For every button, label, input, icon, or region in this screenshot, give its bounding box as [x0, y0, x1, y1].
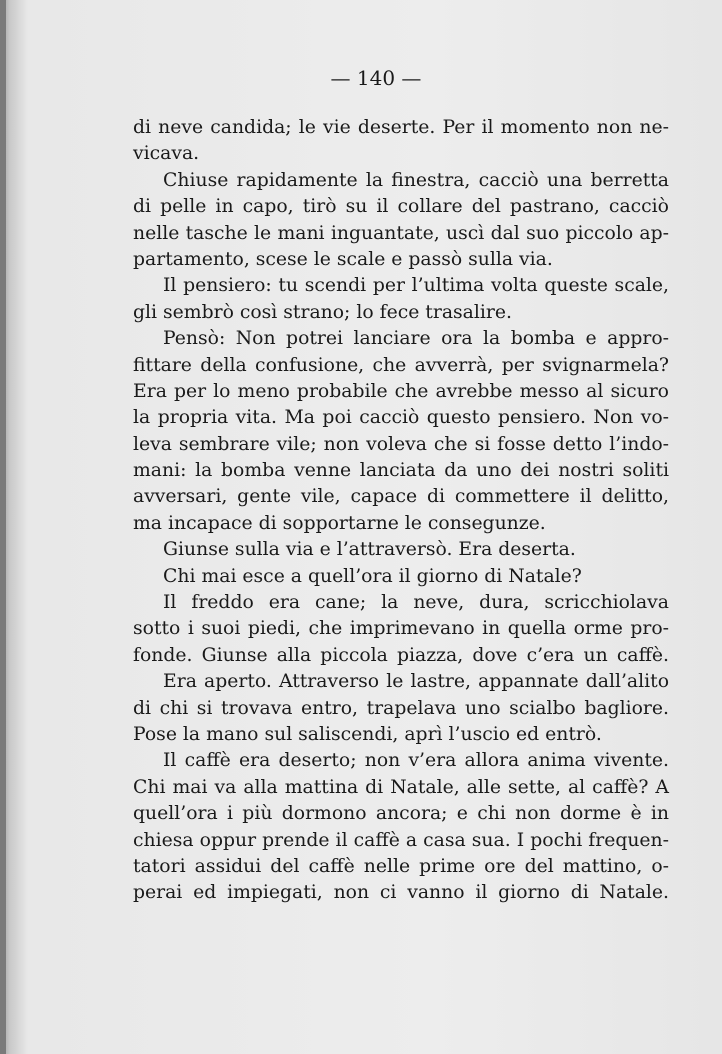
text-line: fonde. Giunse alla piccola piazza, dove c’era un caffè.: [133, 644, 669, 666]
text-line: Giunse sulla via e l’attraversò. Era deserta.: [163, 539, 576, 561]
page-binding-edge: [0, 0, 6, 1054]
text-line: di neve candida; le vie deserte. Per il momento non ne-: [133, 117, 669, 138]
text-line: partamento, scese le scale e passò sulla via.: [133, 248, 553, 270]
text-line: Pensò: Non potrei lanciare ora la bomba e appro-: [163, 328, 669, 350]
text-line: tatori assidui del caffè nelle prime ore del mattino, o-: [133, 855, 669, 877]
text-line: Il pensiero: tu scendi per l’ultima volta queste scale,: [163, 275, 669, 297]
text-line: fittare della confusione, che avverrà, per svignarmela?: [133, 354, 669, 376]
text-line: chiesa oppur prende il caffè a casa sua. I pochi frequen-: [133, 829, 669, 851]
text-line: vicava.: [133, 143, 200, 165]
text-line: Il freddo era cane; la neve, dura, scricchiolava: [163, 592, 669, 614]
text-line: nelle tasche le mani inguantate, uscì dal suo piccolo ap-: [133, 222, 669, 244]
text-line: Il caffè era deserto; non v’era allora anima vivente.: [163, 750, 669, 772]
text-line: perai ed impiegati, non ci vanno il giorno di Natale.: [133, 882, 669, 904]
text-line: di pelle in capo, tirò su il collare del pastrano, cacciò: [133, 196, 669, 218]
text-line: gli sembrò così strano; lo fece trasalire.: [133, 301, 512, 323]
text-line: Era aperto. Attraverso le lastre, appannate dall’alito: [163, 671, 669, 693]
text-line: Chi mai va alla mattina di Natale, alle sette, al caffè? A: [133, 776, 669, 798]
body-text: [133, 115, 669, 907]
text-line: di chi si trovava entro, trapelava uno scialbo bagliore.: [133, 697, 669, 719]
page-number: — 140 —: [330, 66, 422, 90]
text-line: sotto i suoi piedi, che imprimevano in quella orme pro-: [133, 618, 669, 640]
text-line: la propria vita. Ma poi cacciò questo pensiero. Non vo-: [133, 407, 669, 429]
text-line: Era per lo meno probabile che avrebbe messo al sicuro: [133, 380, 669, 402]
text-line: Chiuse rapidamente la finestra, cacciò una berretta: [163, 169, 669, 191]
text-line: Pose la mano sul saliscendi, aprì l’uscio ed entrò.: [133, 723, 602, 745]
text-line: Chi mai esce a quell’ora il giorno di Natale?: [163, 565, 582, 587]
text-line: leva sembrare vile; non voleva che si fosse detto l’indo-: [133, 433, 669, 455]
text-line: quell’ora i più dormono ancora; e chi non dorme è in: [133, 803, 669, 825]
text-line: mani: la bomba venne lanciata da uno dei nostri soliti: [133, 460, 669, 482]
text-line: ma incapace di sopportarne le consegunze.: [133, 512, 546, 534]
text-line: avversari, gente vile, capace di commettere il delitto,: [133, 486, 669, 508]
